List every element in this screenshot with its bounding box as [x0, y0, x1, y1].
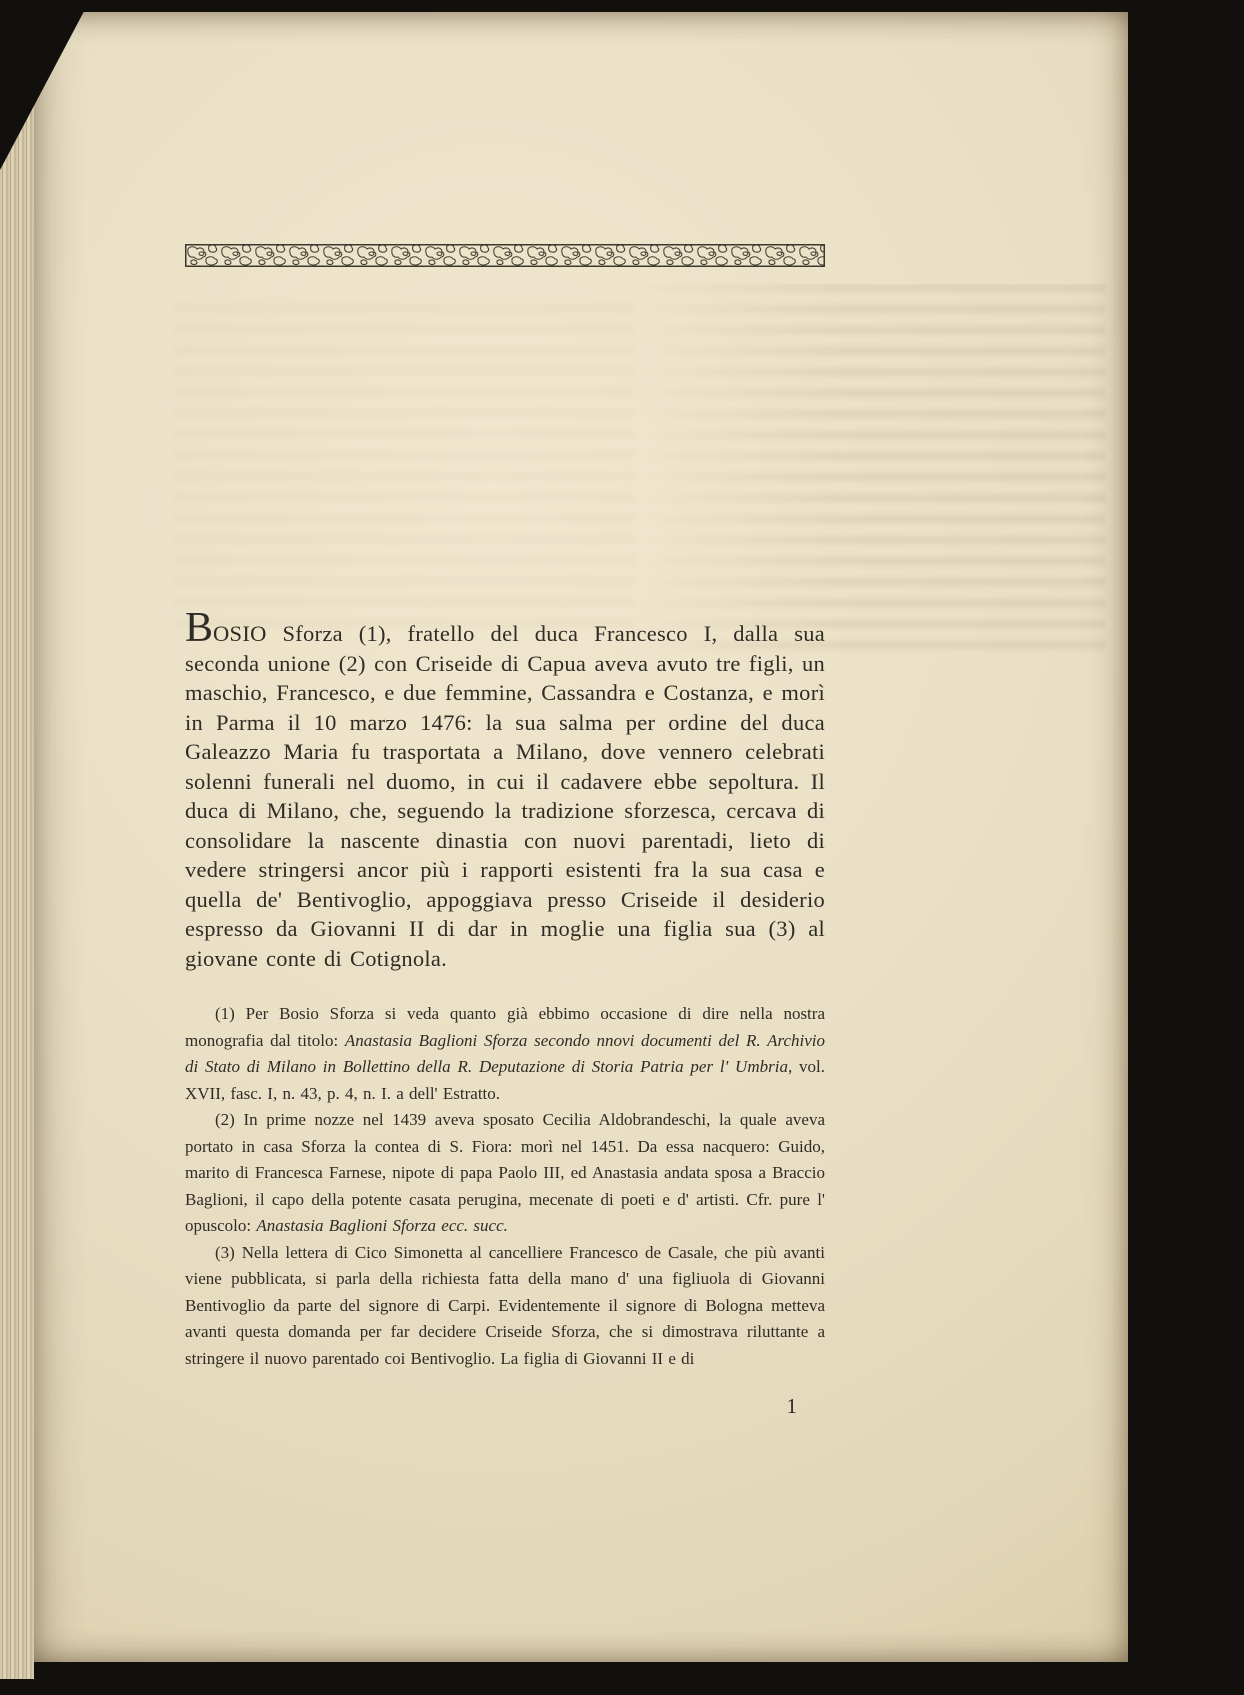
page-number: 1 [786, 1394, 797, 1418]
main-paragraph-text: OSIO Sforza (1), fratello del duca Francesco I, dalla sua seconda unione (2) con Criseide di Capua aveva avuto tre figli, un maschio, Francesco, e due femmine, Cassandra e Costanza, e morì in Parma il 10 marzo 1476: la sua salma per ordine del duca Galeazzo Maria fu trasportata a Milano, dove vennero celebrati solenni funerali nel duomo, in cui il cadavere ebbe sepoltura. Il duca di Milano, che, seguendo la tradizione sforzesca, cercava di consolidare la nascente dinastia con nuovi parentadi, lieto di vedere stringersi ancor più i rapporti esistenti fra la sua casa e quella de' Bentivoglio, appoggiava presso Criseide il desiderio espresso da Giovanni II di dar in moglie una figlia sua (3) al giovane conte di Cotignola. [185, 621, 825, 971]
dropcap-initial: B [185, 605, 214, 651]
crackle-ornament-graphic [185, 244, 825, 267]
footnote-2-title: Anastasia Baglioni Sforza ecc. succ. [256, 1216, 508, 1235]
footnote-2 [185, 1107, 825, 1240]
footnote-2-text: (2) In prime nozze nel 1439 aveva sposato Cecilia Aldobrandeschi, la quale aveva portato in casa Sforza la contea di S. Fiora: morì nel 1451. Da essa nacquero: Guido, marito di Francesca Farnese, nipote di papa Paolo III, ed Anastasia andata sposa a Braccio Baglioni, il capo della potente casata perugina, mecenate di poeti e d' artisti. Cfr. pure l' opuscolo: [185, 1110, 825, 1235]
footnote-1-reference: vol. XVII, fasc. I, n. 43, p. 4, n. I. a dell' Estratto. [185, 1057, 825, 1103]
footnote-1 [185, 1001, 825, 1107]
main-paragraph [185, 605, 825, 973]
text-column [185, 12, 825, 1419]
footnote-1-title: Anastasia Baglioni Sforza secondo nnovi documenti del R. Archivio di Stato di Milano in Bollettino della R. Deputazione di Storia Patria per l' Umbria, [185, 1030, 825, 1076]
ornament-band [185, 244, 825, 267]
footnote-1-text: (1) Per Bosio Sforza si veda quanto già ebbimo occasione di dire nella nostra monografia dal titolo: [185, 1004, 825, 1050]
footnotes-block [185, 1001, 825, 1372]
stacked-page-edges [0, 36, 34, 1679]
footnote-3-text: (3) Nella lettera di Cico Simonetta al cancelliere Francesco de Casale, che più avanti viene pubblicata, si parla della richiesta fatta della mano d' una figliuola di Giovanni Bentivoglio da parte del signore di Carpi. Evidentemente il signore di Bologna metteva avanti questa domanda per far decidere Criseide Sforza, che si dimostrava riluttante a stringere il nuovo parentado coi Bentivoglio. La figlia di Giovanni II e di [185, 1242, 825, 1368]
book-page [34, 12, 1128, 1662]
footnote-3 [185, 1240, 825, 1373]
